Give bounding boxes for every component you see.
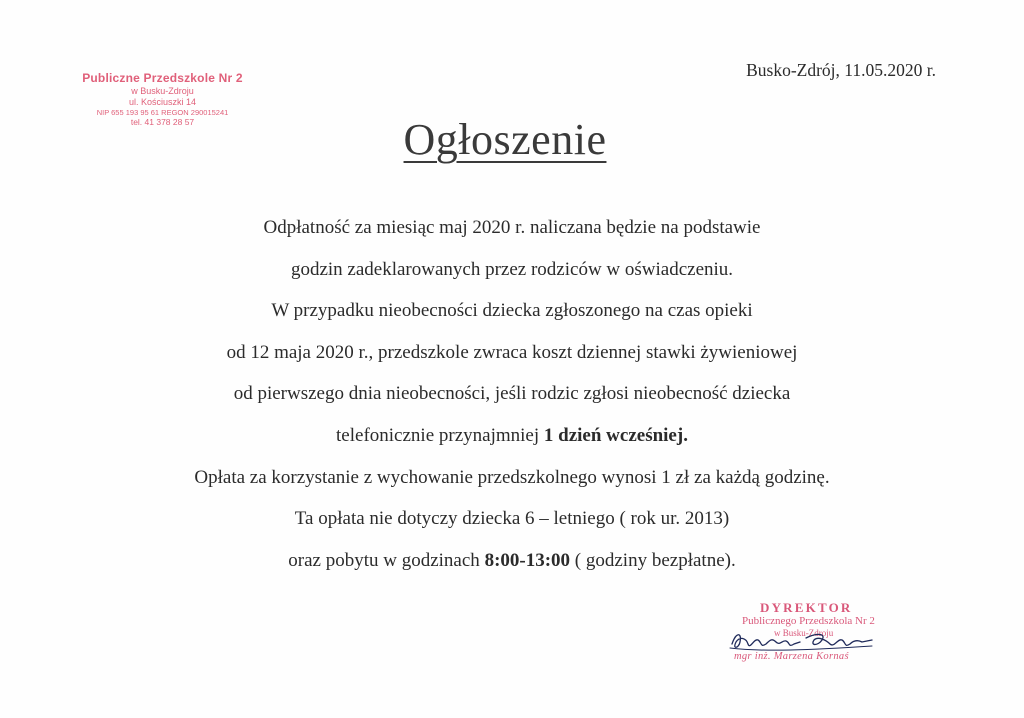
director-stamp-school: Publicznego Przedszkola Nr 2 <box>742 615 875 627</box>
director-stamp-title: DYREKTOR <box>760 600 853 615</box>
body-line-9 <box>40 540 984 582</box>
body-line-8: Ta opłata nie dotyczy dziecka 6 – letniego ( rok ur. 2013) <box>294 508 730 530</box>
body-line-5: od pierwszego dnia nieobecności, jeśli rodzic zgłosi nieobecność dziecka <box>233 383 791 405</box>
stamp-school-ids: NIP 655 193 95 61 REGON 290015241 <box>96 108 229 118</box>
director-stamp-person: mgr inż. Marzena Kornaś <box>734 651 849 662</box>
stamp-school-city: w Busku-Zdroju <box>131 85 194 96</box>
body-line-3: W przypadku nieobecności dziecka zgłoszonego na czas opieki <box>271 300 753 322</box>
director-stamp-city: w Busku-Zdroju <box>774 628 834 638</box>
body-line-7: Opłata za korzystanie z wychowanie przedszkolnego wynosi 1 zł za każdą godzinę. <box>194 466 830 488</box>
stamp-school-street: ul. Kościuszki 14 <box>128 97 197 108</box>
body-line-2: godzin zadeklarowanych przez rodziców w oświadczeniu. <box>290 258 734 280</box>
body-line-4: od 12 maja 2020 r., przedszkole zwraca koszt dziennej stawki żywieniowej <box>226 341 798 363</box>
stamp-school-name: Publiczne Przedszkole Nr 2 <box>82 71 243 85</box>
stamp-school-tel: tel. 41 378 28 57 <box>130 117 195 128</box>
body-line-1: Odpłatność za miesiąc maj 2020 r. naliczana będzie na podstawie <box>263 217 761 238</box>
body-line-6-bold: 1 dzień wcześniej. <box>543 424 688 446</box>
body-line-6-text: telefonicznie przynajmniej <box>336 424 544 446</box>
place-date: Busko-Zdrój, 11.05.2020 r. <box>746 60 936 80</box>
body-line-6 <box>40 415 984 457</box>
body-line-9-text: oraz pobytu w godzinach <box>288 549 485 571</box>
title-wrapper <box>0 114 1024 165</box>
body-line-9-hours: 8:00-13:00 <box>484 549 571 571</box>
announcement-body <box>40 207 984 581</box>
page-title: Ogłoszenie <box>403 115 607 164</box>
director-stamp <box>722 600 902 670</box>
body-line-9-suffix: ( godziny bezpłatne). <box>570 549 736 571</box>
